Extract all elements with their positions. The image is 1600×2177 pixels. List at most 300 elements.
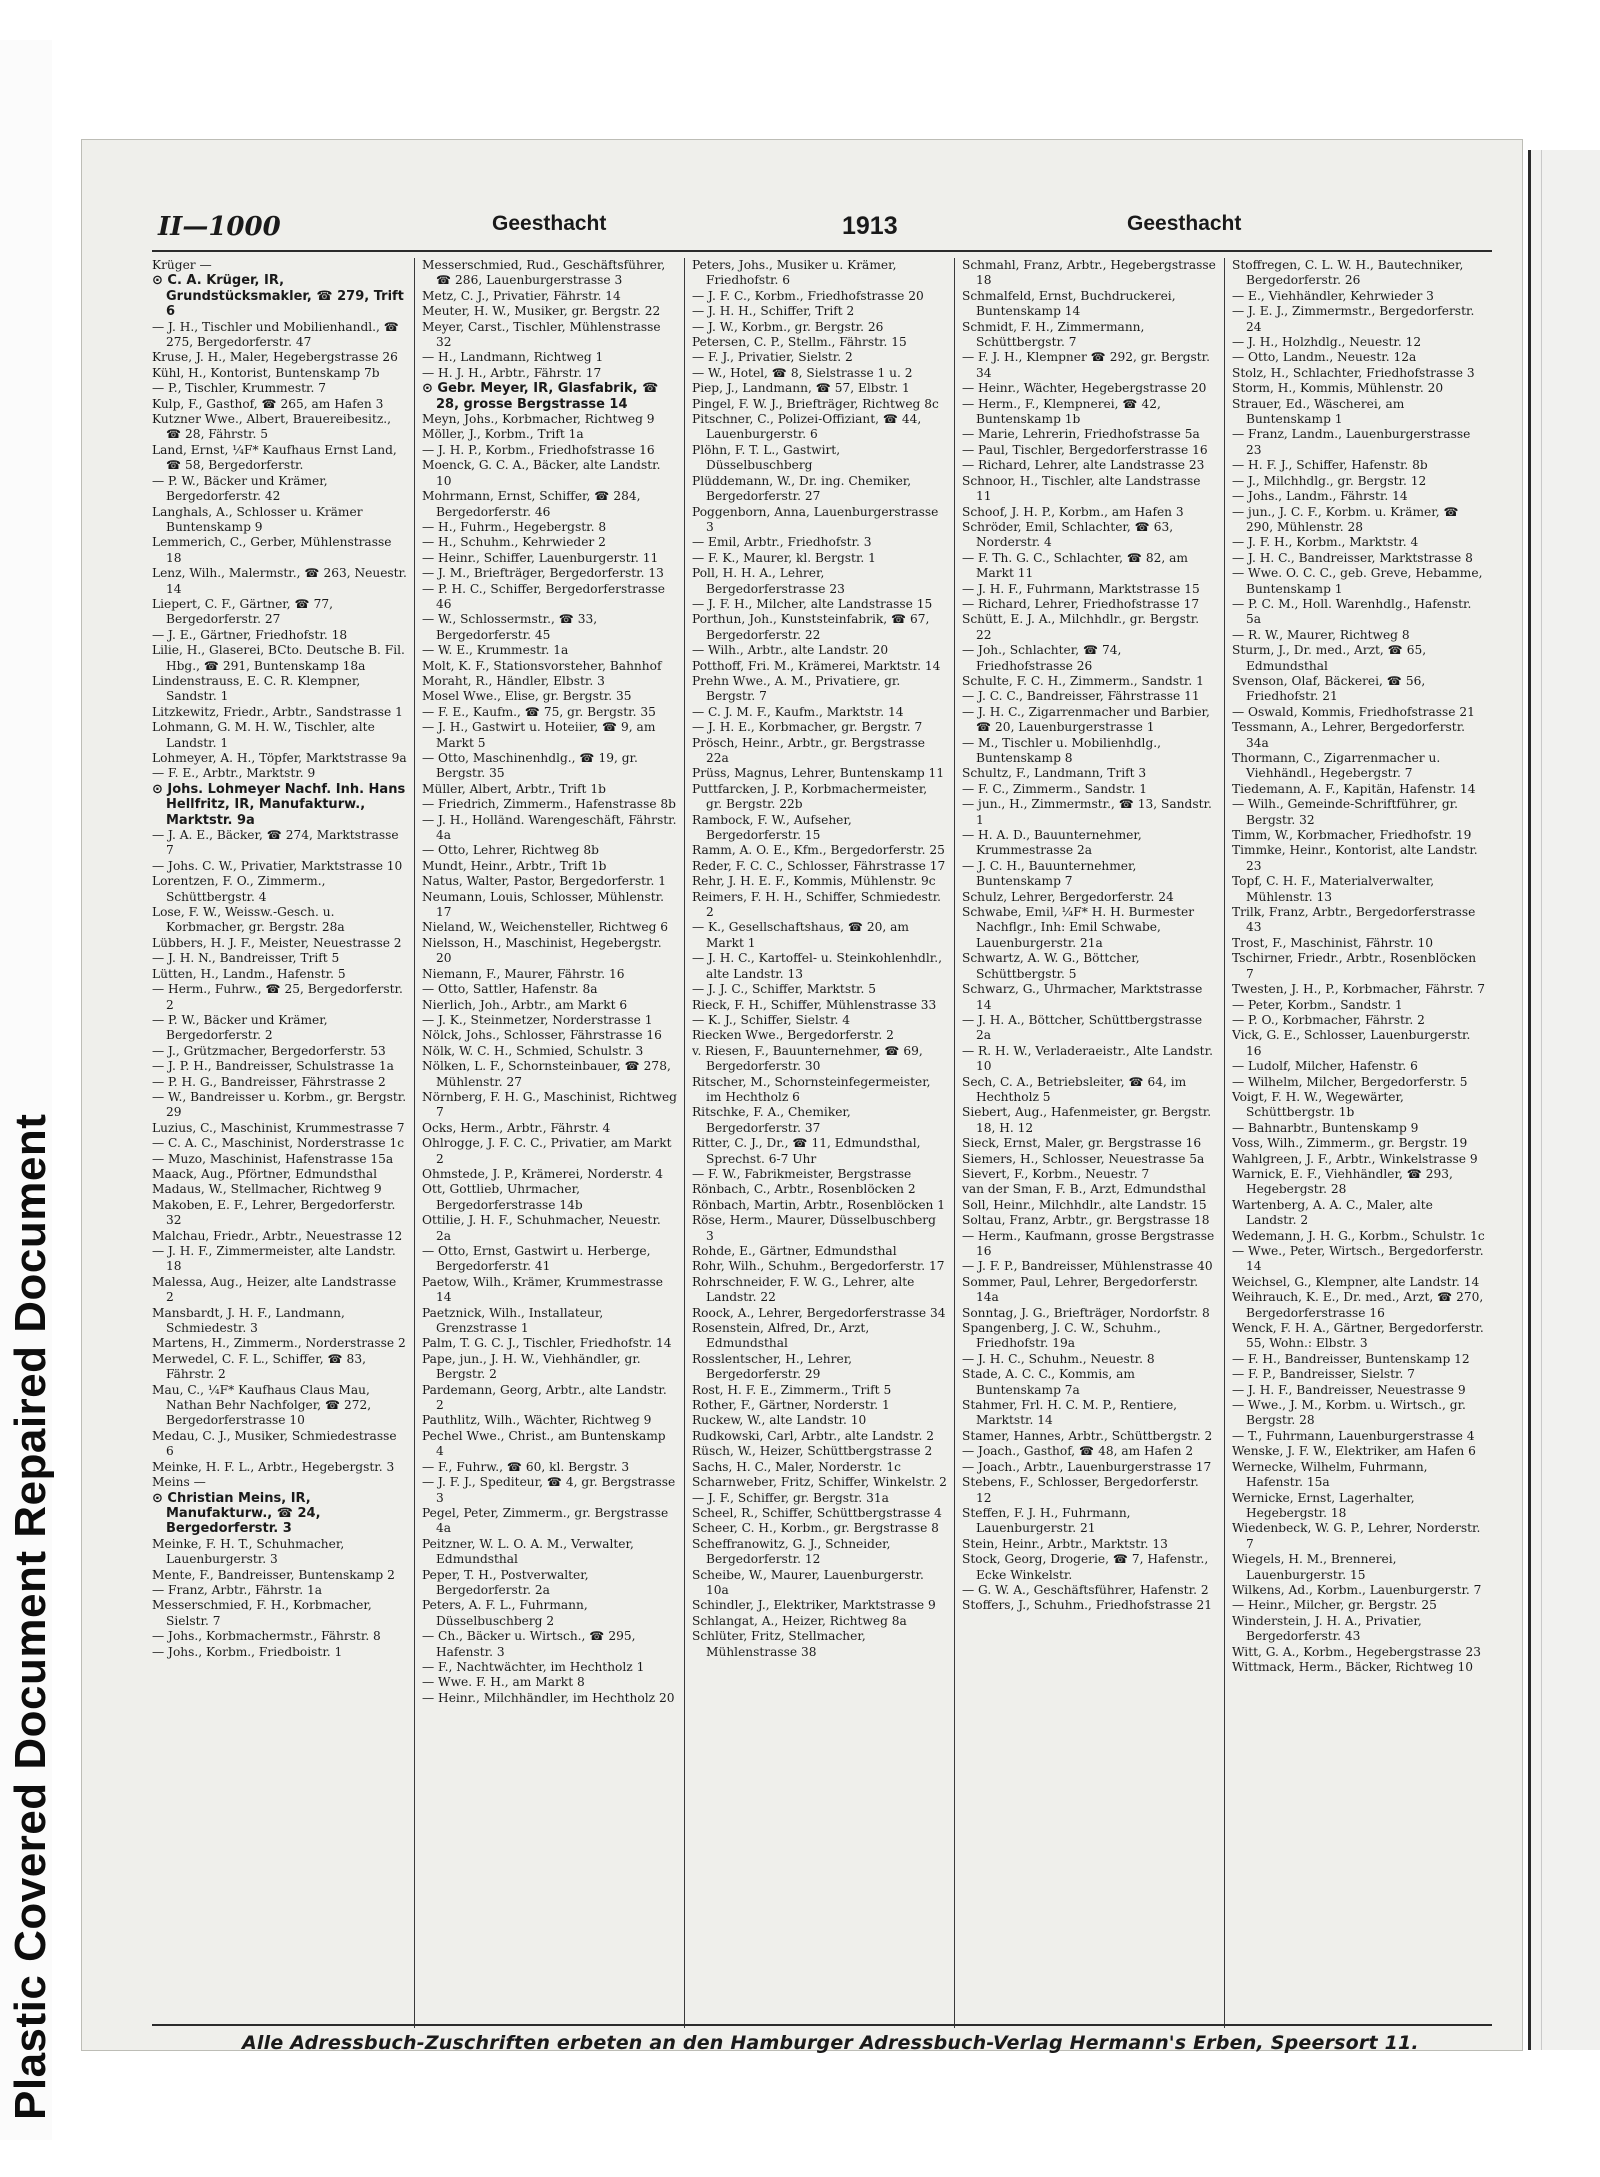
directory-entry: — jun., H., Zimmermstr., ☎ 13, Sandstr. 1	[962, 797, 1212, 827]
directory-entry: — Otto, Ernst, Gastwirt u. Herberge, Bergedorferstr. 41	[422, 1244, 651, 1274]
directory-entry: — H. J. H., Arbtr., Fährstr. 17	[422, 365, 602, 380]
directory-entry: Pape, jun., J. H. W., Viehhändler, gr. Bergstr. 2	[422, 1351, 641, 1382]
directory-entry: — C. A. C., Maschinist, Norderstrasse 1c	[152, 1136, 405, 1151]
directory-entry: — Johs., Landm., Fährstr. 14	[1232, 489, 1408, 504]
directory-entry: Timm, W., Korbmacher, Friedhofstr. 19	[1232, 828, 1472, 843]
directory-entry: — J. F. J., Spediteur, ☎ 4, gr. Bergstrasse 3	[422, 1475, 676, 1505]
directory-entry: — F. Th. G. C., Schlachter, ☎ 82, am Markt 11	[962, 550, 1188, 581]
directory-entry: Svenson, Olaf, Bäckerei, ☎ 56, Friedhofstr. 21	[1232, 673, 1426, 704]
directory-entry: — Wwe., J. M., Korbm. u. Wirtsch., gr. Bergstr. 28	[1232, 1398, 1466, 1428]
directory-entry: — J. H. A., Böttcher, Schüttbergstrasse 2a	[962, 1012, 1203, 1043]
directory-entry: — F. H., Bandreisser, Buntenskamp 12	[1232, 1351, 1470, 1366]
directory-entry: Sommer, Paul, Lehrer, Bergedorferstr. 14a	[962, 1274, 1199, 1305]
directory-entry: — Richard, Lehrer, Friedhofstrasse 17	[962, 596, 1200, 611]
directory-entry: Lütten, H., Landm., Hafenstr. 5	[152, 966, 346, 981]
column-3	[692, 258, 947, 2028]
directory-entry: Soll, Heinr., Milchhdlr., alte Landstr. 15	[962, 1197, 1207, 1212]
directory-entry: Spangenberg, J. C. W., Schuhm., Friedhofstr. 19a	[962, 1321, 1161, 1351]
directory-entry: Twesten, J. H., P., Korbmacher, Fährstr. 7	[1232, 982, 1485, 997]
scanner-side-label	[0, 40, 55, 2140]
directory-entry: Warnick, E. F., Viehhändler, ☎ 293, Hegebergstr. 28	[1232, 1166, 1453, 1197]
directory-entry: Meuter, H. W., Musiker, gr. Bergstr. 22	[422, 304, 661, 319]
directory-entry: Petersen, C. P., Stellm., Fährstr. 15	[692, 335, 907, 350]
directory-entry: — J. P. H., Bandreisser, Schulstrasse 1a	[152, 1059, 394, 1074]
directory-entry: Scheel, R., Schiffer, Schüttbergstrasse 4	[692, 1505, 942, 1520]
directory-entry: Wartenberg, A. A. C., Maler, alte Landstr. 2	[1232, 1197, 1433, 1228]
directory-entry: — Johs., Korbmachermstr., Fährstr. 8	[152, 1629, 381, 1644]
header-rule	[152, 250, 1492, 252]
directory-entry: — W. E., Krummestr. 1a	[422, 643, 569, 658]
directory-entry: — Franz, Landm., Lauenburgerstrasse 23	[1232, 427, 1471, 457]
directory-entry: Malchau, Friedr., Arbtr., Neuestrasse 12	[152, 1228, 403, 1243]
directory-entry: Scheffranowitz, G. J., Schneider, Bergedorferstr. 12	[692, 1536, 891, 1567]
directory-entry: Meins —	[152, 1475, 206, 1490]
directory-entry: Meyer, Carst., Tischler, Mühlenstrasse 32	[422, 319, 661, 350]
directory-entry: Nörnberg, F. H. G., Maschinist, Richtweg 7	[422, 1089, 677, 1120]
directory-entry: — Wilhelm, Milcher, Bergedorferstr. 5	[1232, 1074, 1468, 1089]
directory-entry: Roock, A., Lehrer, Bergedorferstrasse 34	[692, 1305, 946, 1320]
directory-entry: — J. F. H., Korbm., Marktstr. 4	[1232, 535, 1419, 550]
directory-entry: Siebert, Aug., Hafenmeister, gr. Bergstr. 18, H. 12	[962, 1105, 1212, 1135]
directory-entry: — Heinr., Wächter, Hegebergstrasse 20	[962, 381, 1207, 396]
column-rule-4	[1224, 258, 1225, 2028]
directory-entry: — Herm., Kaufmann, grosse Bergstrasse 16	[962, 1228, 1215, 1258]
directory-entry: Thormann, C., Zigarrenmacher u. Viehhändl., Hegebergstr. 7	[1232, 751, 1441, 781]
directory-entry: Wahlgreen, J. F., Arbtr., Winkelstrasse 9	[1232, 1151, 1478, 1166]
directory-entry: — Heinr., Milcher, gr. Bergstr. 25	[1232, 1598, 1437, 1613]
directory-entry: — Richard, Lehrer, alte Landstrasse 23	[962, 458, 1205, 473]
directory-entry: — J. J. C., Schiffer, Marktstr. 5	[692, 982, 876, 997]
directory-entry: Moraht, R., Händler, Elbstr. 3	[422, 673, 605, 688]
directory-entry: Poggenborn, Anna, Lauenburgerstrasse 3	[692, 504, 939, 534]
directory-entry: Wilkens, Ad., Korbm., Lauenburgerstr. 7	[1232, 1582, 1482, 1597]
directory-entry: — F., Nachtwächter, im Hechtholz 1	[422, 1659, 645, 1674]
directory-entry: — Wwe. O. C. C., geb. Greve, Hebamme, Buntenskamp 1	[1232, 566, 1483, 596]
directory-entry: — J. F. H., Milcher, alte Landstrasse 15	[692, 596, 933, 611]
directory-entry: Molt, K. F., Stationsvorsteher, Bahnhof	[422, 658, 662, 673]
directory-entry: Kruse, J. H., Maler, Hegebergstrasse 26	[152, 350, 398, 365]
directory-entry: Peters, Johs., Musiker u. Krämer, Friedhofstr. 6	[692, 258, 897, 288]
directory-entry: Vick, G. E., Schlosser, Lauenburgerstr. 16	[1232, 1028, 1471, 1058]
directory-entry: Schulz, Lehrer, Bergedorferstr. 24	[962, 889, 1174, 904]
directory-entry: Schütt, E. J. A., Milchhdlr., gr. Bergstr. 22	[962, 612, 1200, 642]
directory-entry: Ocks, Herm., Arbtr., Fährstr. 4	[422, 1120, 611, 1135]
directory-entry: Wiedenbeck, W. G. P., Lehrer, Norderstr. 7	[1232, 1521, 1481, 1551]
directory-entry: — G. W. A., Geschäftsführer, Hafenstr. 2	[962, 1582, 1209, 1597]
directory-entry: — J. H. F., Bandreisser, Neuestrasse 9	[1232, 1382, 1466, 1397]
column-1	[152, 258, 407, 2028]
directory-entry: Pauthlitz, Wilh., Wächter, Richtweg 9	[422, 1413, 652, 1428]
directory-entry: — F. E., Arbtr., Marktstr. 9	[152, 766, 316, 781]
directory-entry: Rambock, F. W., Aufseher, Bergedorferstr. 15	[692, 812, 852, 843]
directory-entry: Siemers, H., Schlosser, Neuestrasse 5a	[962, 1151, 1205, 1166]
directory-entry: Lohmann, G. M. H. W., Tischler, alte Landstr. 1	[152, 720, 375, 750]
running-head-right: Geesthacht	[1127, 212, 1242, 235]
directory-entry: Paetznick, Wilh., Installateur, Grenzstrasse 1	[422, 1305, 604, 1336]
directory-entry: — K. J., Schiffer, Sielstr. 4	[692, 1012, 850, 1027]
directory-entry: Strauer, Ed., Wäscherei, am Buntenskamp 1	[1232, 396, 1405, 427]
directory-entry: — J. F. C., Korbm., Friedhofstrasse 20	[692, 288, 924, 303]
directory-entry: — J. C. H., Bauunternehmer, Buntenskamp 7	[962, 858, 1137, 889]
directory-entry: Nölk, W. C. H., Schmied, Schulstr. 3	[422, 1043, 644, 1058]
directory-entry: Topf, C. H. F., Materialverwalter, Mühlenstr. 13	[1232, 874, 1435, 904]
directory-entry: Pitschner, C., Polizei-Offiziant, ☎ 44, Lauenburgerstr. 6	[692, 412, 922, 442]
directory-entry: — Joh., Schlachter, ☎ 74, Friedhofstrasse 26	[962, 643, 1122, 673]
directory-entry: Puttfarcken, J. P., Korbmachermeister, gr. Bergstr. 22b	[692, 781, 928, 812]
directory-entry: Rohr, Wilh., Schuhm., Bergedorferstr. 17	[692, 1259, 945, 1274]
directory-entry: Ritscher, M., Schornsteinfegermeister, im Hechtholz 6	[692, 1074, 931, 1104]
directory-entry: — J. F. P., Bandreisser, Mühlenstrasse 40	[962, 1259, 1213, 1274]
directory-entry: Nielsson, H., Maschinist, Hegebergstr. 20	[422, 935, 662, 966]
directory-entry: — Otto, Landm., Neuestr. 12a	[1232, 350, 1417, 365]
directory-entry: — J. F., Schiffer, gr. Bergstr. 31a	[692, 1490, 889, 1505]
directory-entry: — Ludolf, Milcher, Hafenstr. 6	[1232, 1059, 1418, 1074]
directory-entry: — W., Hotel, ☎ 8, Sielstrasse 1 u. 2	[692, 365, 913, 380]
directory-entry: — Ch., Bäcker u. Wirtsch., ☎ 295, Hafenstr. 3	[422, 1629, 636, 1659]
directory-entry: Rönbach, Martin, Arbtr., Rosenblöcken 1	[692, 1197, 946, 1212]
directory-entry: Stolz, H., Schlachter, Friedhofstrasse 3	[1232, 365, 1475, 380]
directory-entry: Wernicke, Ernst, Lagerhalter, Hegebergstr. 18	[1232, 1490, 1415, 1520]
directory-entry: ⊙ C. A. Krüger, IR, Grundstücksmakler, ☎ 279, Trift 6	[152, 273, 404, 320]
directory-entry: Schwartz, A. W. G., Böttcher, Schüttbergstr. 5	[962, 951, 1140, 981]
directory-entry: Malessa, Aug., Heizer, alte Landstrasse 2	[152, 1274, 397, 1305]
directory-entry: Ohlrogge, J. F. C. C., Privatier, am Markt 2	[422, 1136, 672, 1166]
directory-entry: — Muzo, Maschinist, Hafenstrasse 15a	[152, 1151, 394, 1166]
directory-entry: Schmidt, F. H., Zimmermann, Schüttbergstr. 7	[962, 319, 1145, 350]
directory-entry: Schlüter, Fritz, Stellmacher, Mühlenstrasse 38	[692, 1629, 866, 1659]
directory-entry: — jun., J. C. F., Korbm. u. Krämer, ☎ 290, Mühlenstr. 28	[1232, 504, 1459, 534]
year-heading: 1913	[842, 212, 898, 240]
directory-entry: Mohrmann, Ernst, Schiffer, ☎ 284, Bergedorferstr. 46	[422, 489, 641, 519]
directory-entry: Porthun, Joh., Kunststeinfabrik, ☎ 67, Bergedorferstr. 22	[692, 612, 930, 642]
directory-entry: Peper, T. H., Postverwalter, Bergedorferstr. 2a	[422, 1567, 589, 1597]
directory-entry: Ottilie, J. H. F., Schuhmacher, Neuestr. 2a	[422, 1213, 661, 1243]
directory-entry: Nölken, L. F., Schornsteinbauer, ☎ 278, Mühlenstr. 27	[422, 1059, 671, 1089]
directory-entry: Metz, C. J., Privatier, Fährstr. 14	[422, 288, 621, 303]
directory-entry: Trost, F., Maschinist, Fährstr. 10	[1232, 935, 1434, 950]
directory-entry: Liepert, C. F., Gärtner, ☎ 77, Bergedorferstr. 27	[152, 596, 333, 627]
directory-entry: Stade, A. C. C., Kommis, am Buntenskamp 7a	[962, 1367, 1135, 1397]
directory-entry: Meinke, F. H. T., Schuhmacher, Lauenburgerstr. 3	[152, 1536, 345, 1567]
directory-entry: Soltau, Franz, Arbtr., gr. Bergstrasse 18	[962, 1213, 1210, 1228]
directory-entry: — Heinr., Schiffer, Lauenburgerstr. 11	[422, 550, 659, 565]
directory-entry: — Otto, Sattler, Hafenstr. 8a	[422, 982, 598, 997]
directory-entry: Sieck, Ernst, Maler, gr. Bergstrasse 16	[962, 1136, 1202, 1151]
directory-entry: Krüger —	[152, 258, 212, 272]
directory-entry: Witt, G. A., Korbm., Hegebergstrasse 23	[1232, 1644, 1481, 1659]
directory-entry: — J. H., Tischler und Mobilienhandl., ☎ 275, Bergedorferstr. 47	[152, 319, 399, 350]
directory-entry: Schoof, J. H. P., Korbm., am Hafen 3	[962, 504, 1184, 519]
directory-entry: Kutzner Wwe., Albert, Brauereibesitz., ☎ 28, Fährstr. 5	[152, 412, 392, 442]
directory-entry: — H. F. J., Schiffer, Hafenstr. 8b	[1232, 458, 1428, 473]
directory-entry: Merwedel, C. F. L., Schiffer, ☎ 83, Fährstr. 2	[152, 1351, 366, 1382]
directory-entry: Mundt, Heinr., Arbtr., Trift 1b	[422, 858, 607, 873]
directory-entry: — P. O., Korbmacher, Fährstr. 2	[1232, 1012, 1425, 1027]
directory-entry: Rieck, F. H., Schiffer, Mühlenstrasse 33	[692, 997, 937, 1012]
directory-entry: — Herm., Fuhrw., ☎ 25, Bergedorferstr. 2	[152, 982, 403, 1012]
directory-entry: Schmahl, Franz, Arbtr., Hegebergstrasse 18	[962, 258, 1216, 288]
directory-entry: Ritter, C. J., Dr., ☎ 11, Edmundsthal, Sprechst. 6-7 Uhr	[692, 1136, 921, 1166]
directory-entry: Plöhn, F. T. L., Gastwirt, Düsselbuschberg	[692, 442, 841, 473]
directory-entry: Lenz, Wilh., Malermstr., ☎ 263, Neuestr. 14	[152, 566, 407, 596]
directory-entry: — F. W., Fabrikmeister, Bergstrasse	[692, 1166, 912, 1181]
directory-entry: Möller, J., Korbm., Trift 1a	[422, 427, 584, 442]
directory-entry: Lemmerich, C., Gerber, Mühlenstrasse 18	[152, 535, 392, 565]
directory-entry: — J. H. H., Schiffer, Trift 2	[692, 304, 855, 319]
directory-entry: Müller, Albert, Arbtr., Trift 1b	[422, 781, 606, 796]
directory-entry: Messerschmied, F. H., Korbmacher, Sielstr. 7	[152, 1598, 372, 1628]
directory-entry: Wiegels, H. M., Brennerei, Lauenburgerstr. 15	[1232, 1552, 1397, 1582]
directory-entry: Ott, Gottlieb, Uhrmacher, Bergedorferstrasse 14b	[422, 1182, 583, 1212]
directory-entry: Wedemann, J. H. G., Korbm., Schulstr. 1c	[1232, 1228, 1485, 1243]
directory-entry: — J. H. E., Korbmacher, gr. Bergstr. 7	[692, 720, 923, 735]
directory-entry: Steffen, F. J. H., Fuhrmann, Lauenburgerstr. 21	[962, 1505, 1131, 1536]
directory-entry: — J. E. J., Zimmermstr., Bergedorferstr. 24	[1232, 304, 1475, 334]
directory-entry: Poll, H. H. A., Lehrer, Bergedorferstrasse 23	[692, 566, 845, 596]
directory-entry: — H., Schuhm., Kehrwieder 2	[422, 535, 606, 550]
directory-entry: Rohde, E., Gärtner, Edmundsthal	[692, 1244, 897, 1258]
directory-entry: Voigt, F. H. W., Wegewärter, Schüttbergstr. 1b	[1232, 1089, 1404, 1120]
directory-entry: — J. H. C., Kartoffel- u. Steinkohlenhdlr., alte Landstr. 13	[692, 951, 942, 981]
directory-entry: — Wilh., Gemeinde-Schriftführer, gr. Bergstr. 32	[1232, 797, 1459, 827]
page-number: II—1000	[158, 212, 281, 242]
directory-entry: Plüddemann, W., Dr. ing. Chemiker, Bergedorferstr. 27	[692, 473, 912, 504]
directory-entry: Madaus, W., Stellmacher, Richtweg 9	[152, 1182, 382, 1197]
directory-entry: Wenske, J. F. W., Elektriker, am Hafen 6	[1232, 1444, 1476, 1459]
directory-entry: — F. C., Zimmerm., Sandstr. 1	[962, 781, 1147, 796]
directory-entry: ⊙ Gebr. Meyer, IR, Glasfabrik, ☎ 28, grosse Bergstrasse 14	[422, 381, 659, 412]
directory-entry: Nieland, W., Weichensteller, Richtweg 6	[422, 920, 669, 935]
directory-entry: Ohmstede, J. P., Krämerei, Norderstr. 4	[422, 1166, 664, 1181]
directory-entry: Piep, J., Landmann, ☎ 57, Elbstr. 1	[692, 381, 910, 396]
directory-entry: Röse, Herm., Maurer, Düsselbuschberg 3	[692, 1213, 936, 1243]
directory-entry: — P. W., Bäcker und Krämer, Bergedorferstr. 42	[152, 473, 328, 504]
directory-entry: — J., Grützmacher, Bergedorferstr. 53	[152, 1043, 386, 1058]
publisher-footer: Alle Adressbuch-Zuschriften erbeten an den Hamburger Adressbuch-Verlag Hermann's Erben, Speersort 11.	[242, 2032, 1419, 2054]
directory-entry: — Emil, Arbtr., Friedhofstr. 3	[692, 535, 872, 550]
directory-entry: Neumann, Louis, Schlosser, Mühlenstr. 17	[422, 889, 665, 920]
directory-entry: — K., Gesellschaftshaus, ☎ 20, am Markt 1	[692, 920, 909, 950]
directory-entry: — W., Schlossermstr., ☎ 33, Bergedorferstr. 45	[422, 612, 598, 642]
directory-entry: Pechel Wwe., Christ., am Buntenskamp 4	[422, 1428, 666, 1459]
directory-entry: — F. E., Kaufm., ☎ 75, gr. Bergstr. 35	[422, 704, 656, 719]
directory-entry: Rohrschneider, F. W. G., Lehrer, alte Landstr. 22	[692, 1274, 915, 1305]
directory-entry: — J. K., Steinmetzer, Norderstrasse 1	[422, 1012, 653, 1027]
directory-entry: Maack, Aug., Pförtner, Edmundsthal	[152, 1166, 378, 1181]
directory-entry: ⊙ Christian Meins, IR, Manufakturw., ☎ 24, Bergedorferstr. 3	[152, 1490, 321, 1537]
directory-entry: — F. J. H., Klempner ☎ 292, gr. Bergstr. 34	[962, 350, 1211, 380]
directory-entry: Stock, Georg, Drogerie, ☎ 7, Hafenstr., Ecke Winkelstr.	[962, 1552, 1209, 1582]
directory-entry: Rost, H. F. E., Zimmerm., Trift 5	[692, 1382, 892, 1397]
directory-entry: Schultz, F., Landmann, Trift 3	[962, 766, 1147, 781]
directory-entry: — J. A. E., Bäcker, ☎ 274, Marktstrasse 7	[152, 828, 399, 858]
directory-entry: — Franz, Arbtr., Fährstr. 1a	[152, 1582, 323, 1597]
directory-entry: — Heinr., Milchhändler, im Hechtholz 20	[422, 1690, 675, 1705]
directory-entry: Martens, H., Zimmerm., Norderstrasse 2	[152, 1336, 406, 1351]
directory-entry: — P. H. C., Schiffer, Bergedorferstrasse 46	[422, 581, 665, 611]
directory-entry: Wittmack, Herm., Bäcker, Richtweg 10	[1232, 1659, 1473, 1674]
directory-entry: — J., Milchhdlg., gr. Bergstr. 12	[1232, 473, 1427, 488]
directory-entry: Makoben, E. F., Lehrer, Bergedorferstr. 32	[152, 1197, 396, 1228]
directory-entry: — J. H. C., Bandreisser, Marktstrasse 8	[1232, 550, 1473, 565]
directory-entry: — Joach., Gasthof, ☎ 48, am Hafen 2	[962, 1444, 1194, 1459]
directory-entry: — J. H., Holzhdlg., Neuestr. 12	[1232, 335, 1422, 350]
directory-entry: Stebens, F., Schlosser, Bergedorferstr. 12	[962, 1475, 1199, 1505]
directory-entry: Weihrauch, K. E., Dr. med., Arzt, ☎ 270, Bergedorferstrasse 16	[1232, 1290, 1484, 1320]
directory-entry: Reimers, F. H. H., Schiffer, Schmiedestr. 2	[692, 889, 942, 920]
directory-entry: — H., Fuhrm., Hegebergstr. 8	[422, 519, 607, 534]
directory-entry: — P. C. M., Holl. Warenhdlg., Hafenstr. 5a	[1232, 596, 1472, 627]
directory-entry: Stein, Heinr., Arbtr., Marktstr. 13	[962, 1536, 1168, 1551]
directory-entry: — M., Tischler u. Mobilienhdlg., Buntenskamp 8	[962, 735, 1161, 765]
directory-entry: — J. C. C., Bandreisser, Fährstrasse 11	[962, 689, 1200, 704]
directory-entry: — J. E., Gärtner, Friedhofstr. 18	[152, 627, 348, 642]
directory-entry: — C. J. M. F., Kaufm., Marktstr. 14	[692, 704, 904, 719]
directory-entry: Kulp, F., Gasthof, ☎ 265, am Hafen 3	[152, 396, 384, 411]
directory-entry: Scharnweber, Fritz, Schiffer, Winkelstr. 2	[692, 1475, 947, 1490]
directory-entry: Peters, A. F. L., Fuhrmann, Düsselbuschberg 2	[422, 1598, 588, 1628]
directory-entry: Sonntag, J. G., Briefträger, Nordorfstr. 8	[962, 1305, 1210, 1320]
directory-entry: — J. W., Korbm., gr. Bergstr. 26	[692, 319, 884, 334]
directory-entry: Land, Ernst, ¼F* Kaufhaus Ernst Land, ☎ 58, Bergedorferstr.	[152, 442, 397, 473]
column-5	[1232, 258, 1487, 2028]
directory-entry: Lose, F. W., Weissw.-Gesch. u. Korbmacher, gr. Bergstr. 28a	[152, 905, 345, 935]
directory-entry: — J. H. P., Korbm., Friedhofstrasse 16	[422, 442, 655, 457]
directory-entry: — Herm., F., Klempnerei, ☎ 42, Buntenskamp 1b	[962, 396, 1161, 427]
directory-entry: — P. W., Bäcker und Krämer, Bergedorferstr. 2	[152, 1012, 328, 1043]
directory-entry: — J. H., Holländ. Warengeschäft, Fährstr. 4a	[422, 812, 677, 843]
directory-entry: — F. J., Privatier, Sielstr. 2	[692, 350, 853, 365]
directory-entry: — H., Landmann, Richtweg 1	[422, 350, 604, 365]
directory-entry: — Wwe., Peter, Wirtsch., Bergedorferstr. 14	[1232, 1244, 1484, 1274]
directory-entry: Sievert, F., Korbm., Neuestr. 7	[962, 1166, 1150, 1181]
directory-entry: Tschirner, Friedr., Arbtr., Rosenblöcken 7	[1232, 951, 1477, 981]
directory-entry: — E., Viehhändler, Kehrwieder 3	[1232, 288, 1434, 303]
page-header	[152, 212, 1492, 242]
directory-entry: Schwarz, G., Uhrmacher, Marktstrasse 14	[962, 982, 1203, 1012]
directory-entry: — F. K., Maurer, kl. Bergstr. 1	[692, 550, 876, 565]
adjacent-page-edge	[1528, 150, 1600, 2050]
directory-entry: Pardemann, Georg, Arbtr., alte Landstr. 2	[422, 1382, 667, 1413]
directory-entry: Scheibe, W., Maurer, Lauenburgerstr. 10a	[692, 1567, 924, 1597]
directory-entry: Trilk, Franz, Arbtr., Bergedorferstrasse 43	[1232, 905, 1476, 935]
directory-entry: — T., Fuhrmann, Lauenburgerstrasse 4	[1232, 1428, 1475, 1443]
directory-entry: — Wwe. F. H., am Markt 8	[422, 1675, 585, 1690]
directory-entry: Paetow, Wilh., Krämer, Krummestrasse 14	[422, 1274, 663, 1305]
directory-entry: Schwabe, Emil, ¼F* H. H. Burmester Nachflgr., Inh: Emil Schwabe, Lauenburgerstr. 21a	[962, 905, 1195, 950]
directory-entry: — F., Fuhrw., ☎ 60, kl. Bergstr. 3	[422, 1459, 630, 1474]
directory-entry: Prösch, Heinr., Arbtr., gr. Bergstrasse 22a	[692, 735, 925, 765]
column-rule-2	[684, 258, 685, 2028]
directory-entry: Schlangat, A., Heizer, Richtweg 8a	[692, 1613, 907, 1628]
directory-page	[82, 140, 1522, 2054]
directory-entry: — Wilh., Arbtr., alte Landstr. 20	[692, 643, 889, 658]
directory-entry: Mosel Wwe., Elise, gr. Bergstr. 35	[422, 689, 632, 704]
directory-entry: Sech, C. A., Betriebsleiter, ☎ 64, im Hechtholz 5	[962, 1074, 1187, 1104]
directory-entry: — J. H., Gastwirt u. Hoteiier, ☎ 9, am Markt 5	[422, 720, 656, 750]
directory-entry: Rönbach, C., Arbtr., Rosenblöcken 2	[692, 1182, 916, 1197]
directory-entry: Niemann, F., Maurer, Fährstr. 16	[422, 966, 625, 981]
directory-entry: Reder, F. C. C., Schlosser, Fährstrasse 17	[692, 858, 946, 873]
directory-entry: Prüss, Magnus, Lehrer, Buntenskamp 11	[692, 766, 945, 781]
directory-entry: Ritschke, F. A., Chemiker, Bergedorferstr. 37	[692, 1105, 851, 1135]
directory-entry: Peitzner, W. L. O. A. M., Verwalter, Edmundsthal	[422, 1536, 634, 1567]
directory-entry: Nölck, Johs., Schlosser, Fährstrasse 16	[422, 1028, 662, 1043]
running-head-left: Geesthacht	[492, 212, 607, 235]
directory-entry: Pegel, Peter, Zimmerm., gr. Bergstrasse 4a	[422, 1505, 669, 1536]
directory-entry: — Otto, Maschinenhdlg., ☎ 19, gr. Bergstr. 35	[422, 751, 638, 781]
directory-entry: Weichsel, G., Klempner, alte Landstr. 14	[1232, 1274, 1480, 1289]
footer-rule	[152, 2024, 1492, 2026]
directory-entry: Mente, F., Bandreisser, Buntenskamp 2	[152, 1567, 395, 1582]
directory-entry: Timmke, Heinr., Kontorist, alte Landstr. 23	[1232, 843, 1478, 873]
directory-entry: — J. H. F., Fuhrmann, Marktstrasse 15	[962, 581, 1200, 596]
directory-entry: — Johs., Korbm., Friedboistr. 1	[152, 1644, 343, 1659]
directory-entry: Natus, Walter, Pastor, Bergedorferstr. 1	[422, 874, 666, 889]
directory-entry: Meinke, H. F. L., Arbtr., Hegebergstr. 3	[152, 1459, 395, 1474]
directory-entry: — Johs. C. W., Privatier, Marktstrasse 10	[152, 858, 403, 873]
directory-entry: — Peter, Korbm., Sandstr. 1	[1232, 997, 1403, 1012]
directory-entry: Meyn, Johs., Korbmacher, Richtweg 9	[422, 412, 655, 427]
directory-entry: — J. H. C., Zigarrenmacher und Barbier, ☎ 20, Lauenburgerstrasse 1	[962, 704, 1210, 735]
directory-entry: Voss, Wilh., Zimmerm., gr. Bergstr. 19	[1232, 1136, 1468, 1151]
directory-entry: Schulte, F. C. H., Zimmerm., Sandstr. 1	[962, 673, 1204, 688]
directory-entry: Rosenstein, Alfred, Dr., Arzt, Edmundsthal	[692, 1321, 870, 1351]
directory-entry: — P., Tischler, Krummestr. 7	[152, 381, 326, 396]
directory-entry: Luzius, C., Maschinist, Krummestrasse 7	[152, 1120, 405, 1135]
directory-entry: Rehr, J. H. E. F., Kommis, Mühlenstr. 9c	[692, 874, 936, 889]
directory-entry: Stahmer, Frl. H. C. M. P., Rentiere, Marktstr. 14	[962, 1398, 1178, 1428]
directory-entry: Storm, H., Kommis, Mühlenstr. 20	[1232, 381, 1444, 396]
directory-columns	[152, 258, 1497, 2028]
column-4	[962, 258, 1217, 2028]
directory-entry: — J. M., Briefträger, Bergedorferstr. 13	[422, 566, 664, 581]
directory-entry: Riecken Wwe., Bergedorferstr. 2	[692, 1028, 894, 1043]
directory-entry: — Oswald, Kommis, Friedhofstrasse 21	[1232, 704, 1475, 719]
directory-entry: v. Riesen, F., Bauunternehmer, ☎ 69, Bergedorferstr. 30	[692, 1043, 923, 1074]
directory-entry: — Marie, Lehrerin, Friedhofstrasse 5a	[962, 427, 1200, 442]
directory-entry: Stoffregen, C. L. W. H., Bautechniker, Bergedorferstr. 26	[1232, 258, 1464, 288]
directory-entry: Lindenstrauss, E. C. R. Klempner, Sandstr. 1	[152, 673, 361, 704]
directory-entry: Wernecke, Wilhelm, Fuhrmann, Hafenstr. 15a	[1232, 1459, 1428, 1490]
directory-entry: Rüsch, W., Heizer, Schüttbergstrasse 2	[692, 1444, 933, 1459]
directory-entry: — P. H. G., Bandreisser, Fährstrasse 2	[152, 1074, 386, 1089]
directory-entry: Tiedemann, A. F., Kapitän, Hafenstr. 14	[1232, 781, 1476, 796]
directory-entry: — J. H. N., Bandreisser, Trift 5	[152, 951, 340, 966]
directory-entry: — Bahnarbtr., Buntenskamp 9	[1232, 1120, 1419, 1135]
directory-entry: Lorentzen, F. O., Zimmerm., Schüttbergstr. 4	[152, 874, 326, 904]
directory-entry: Rudkowski, Carl, Arbtr., alte Landstr. 2	[692, 1428, 935, 1443]
directory-entry: — J. H. C., Schuhm., Neuestr. 8	[962, 1351, 1155, 1366]
column-2	[422, 258, 677, 2028]
directory-entry: — R. W., Maurer, Richtweg 8	[1232, 627, 1410, 642]
directory-entry: — R. H. W., Verladeraeistr., Alte Landstr. 10	[962, 1043, 1213, 1074]
directory-entry: Rosslentscher, H., Lehrer, Bergedorferstr. 29	[692, 1351, 853, 1382]
directory-entry: Potthoff, Fri. M., Krämerei, Marktstr. 14	[692, 658, 941, 673]
directory-entry: Nierlich, Joh., Arbtr., am Markt 6	[422, 997, 628, 1012]
directory-entry: — Joach., Arbtr., Lauenburgerstrasse 17	[962, 1459, 1212, 1474]
directory-entry: — Paul, Tischler, Bergedorferstrasse 16	[962, 442, 1208, 457]
directory-entry: Schmalfeld, Ernst, Buchdruckerei, Buntenskamp 14	[962, 288, 1176, 319]
directory-entry: Tessmann, A., Lehrer, Bergedorferstr. 34a	[1232, 720, 1466, 750]
directory-entry: ⊙ Johs. Lohmeyer Nachf. Inh. Hans Hellfritz, IR, Manufakturw., Marktstr. 9a	[152, 781, 406, 828]
directory-entry: Schnoor, H., Tischler, alte Landstrasse 11	[962, 473, 1201, 504]
scanner-side-label-text: Plastic Covered Document Repaired Document	[6, 1113, 55, 2120]
directory-entry: Medau, C. J., Musiker, Schmiedestrasse 6	[152, 1428, 397, 1459]
directory-entry: Stamer, Hannes, Arbtr., Schüttbergstr. 2	[962, 1428, 1213, 1443]
directory-entry: — Otto, Lehrer, Richtweg 8b	[422, 843, 599, 858]
directory-entry: — F. P., Bandreisser, Sielstr. 7	[1232, 1367, 1415, 1382]
